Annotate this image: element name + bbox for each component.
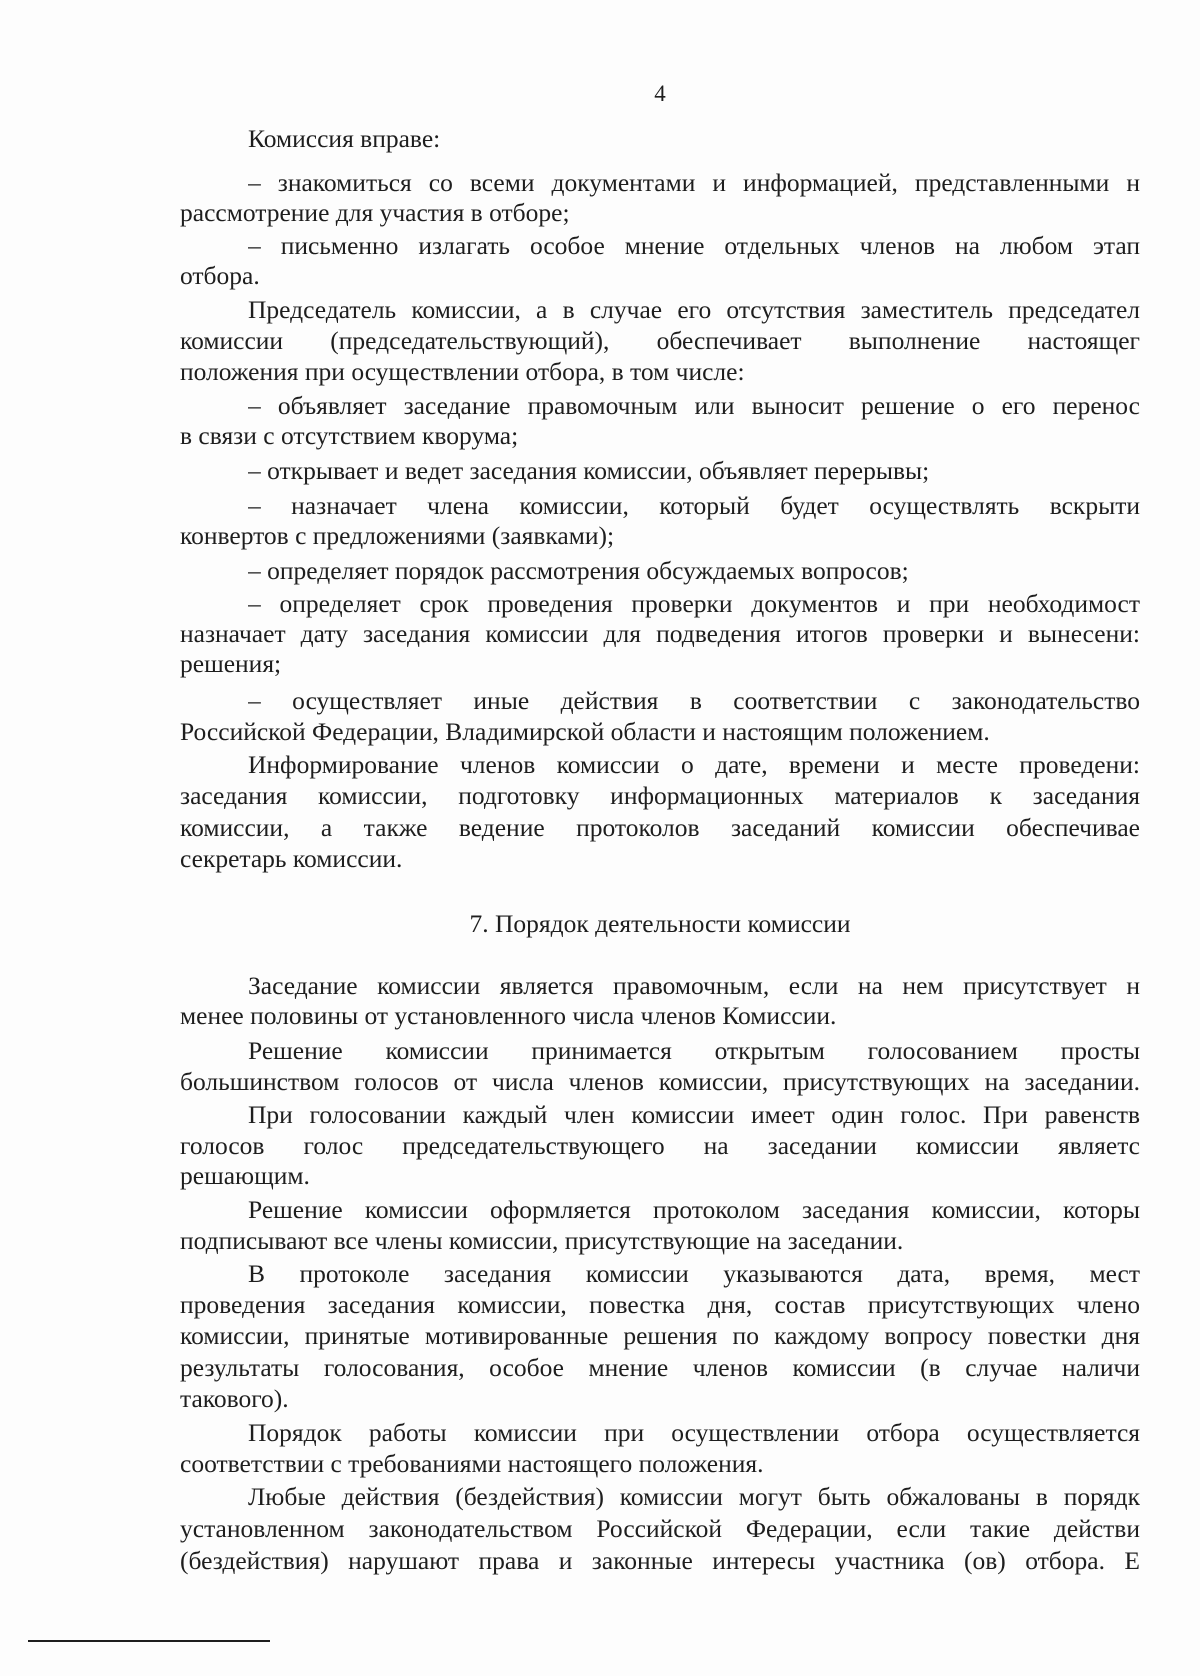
text-line: Комиссия вправе: xyxy=(248,124,441,153)
text-line: проведения заседания комиссии, повестка дня, состав присутствующих члено xyxy=(180,1290,1140,1319)
text-line: решения; xyxy=(180,649,282,678)
text-line: Российской Федерации, Владимирской области и настоящим положением. xyxy=(180,717,990,746)
text-line: назначает дату заседания комиссии для подведения итогов проверки и вынесени: xyxy=(180,619,1140,648)
text-line: решающим. xyxy=(180,1161,310,1190)
text-line: комиссии (председательствующий), обеспечивает выполнение настоящег xyxy=(180,326,1140,355)
text-line: установленном законодательством Российской Федерации, если такие действи xyxy=(180,1514,1140,1543)
text-line: комиссии, принятые мотивированные решения по каждому вопросу повестки дня xyxy=(180,1321,1140,1350)
text-line: Председатель комиссии, а в случае его отсутствия заместитель председател xyxy=(248,295,1140,324)
text-line: отбора. xyxy=(180,261,260,290)
text-line: комиссии, а также ведение протоколов заседаний комиссии обеспечивае xyxy=(180,813,1140,842)
text-line: большинством голосов от числа членов комиссии, присутствующих на заседании. xyxy=(180,1067,1140,1096)
text-line: такового). xyxy=(180,1384,289,1413)
text-line: результаты голосования, особое мнение членов комиссии (в случае наличи xyxy=(180,1353,1140,1382)
text-line: менее половины от установленного числа членов Комиссии. xyxy=(180,1001,837,1030)
text-line: – назначает члена комиссии, который будет осуществлять вскрыти xyxy=(248,491,1140,520)
text-line: Решение комиссии оформляется протоколом заседания комиссии, которы xyxy=(248,1195,1140,1224)
text-line: положения при осуществлении отбора, в том числе: xyxy=(180,357,745,386)
section-heading: 7. Порядок деятельности комиссии xyxy=(469,909,851,938)
text-line: рассмотрение для участия в отборе; xyxy=(180,198,570,227)
text-line: голосов голос председательствующего на заседании комиссии являетс xyxy=(180,1131,1140,1160)
text-line: заседания комиссии, подготовку информационных материалов к заседания xyxy=(180,781,1140,810)
text-line: в связи с отсутствием кворума; xyxy=(180,421,519,450)
text-line: – письменно излагать особое мнение отдельных членов на любом этап xyxy=(248,231,1140,260)
text-line: – определяет срок проведения проверки документов и при необходимост xyxy=(248,589,1140,618)
text-line: секретарь комиссии. xyxy=(180,844,403,873)
text-line: – знакомиться со всеми документами и информацией, представленными н xyxy=(248,168,1140,197)
text-line: Информирование членов комиссии о дате, времени и месте проведени: xyxy=(248,750,1140,779)
text-line: Заседание комиссии является правомочным, если на нем присутствует н xyxy=(248,971,1140,1000)
text-line: конвертов с предложениями (заявками); xyxy=(180,521,615,550)
text-line: Решение комиссии принимается открытым голосованием просты xyxy=(248,1036,1140,1065)
footnote-separator xyxy=(28,1640,270,1642)
text-line: соответствии с требованиями настоящего положения. xyxy=(180,1449,764,1478)
text-line: – открывает и ведет заседания комиссии, объявляет перерывы; xyxy=(248,456,930,485)
text-line: Любые действия (бездействия) комиссии могут быть обжалованы в порядк xyxy=(248,1482,1140,1511)
text-line: При голосовании каждый член комиссии имеет один голос. При равенств xyxy=(248,1100,1140,1129)
text-line: В протоколе заседания комиссии указываются дата, время, мест xyxy=(248,1259,1140,1288)
page-number: 4 xyxy=(654,81,666,106)
text-line: подписывают все члены комиссии, присутствующие на заседании. xyxy=(180,1226,904,1255)
text-line: – определяет порядок рассмотрения обсуждаемых вопросов; xyxy=(248,556,909,585)
text-line: Порядок работы комиссии при осуществлении отбора осуществляется xyxy=(248,1418,1140,1447)
text-line: (бездействия) нарушают права и законные интересы участника (ов) отбора. Е xyxy=(180,1546,1140,1575)
text-line: – осуществляет иные действия в соответствии с законодательство xyxy=(248,686,1140,715)
text-line: – объявляет заседание правомочным или выносит решение о его перенос xyxy=(248,391,1140,420)
